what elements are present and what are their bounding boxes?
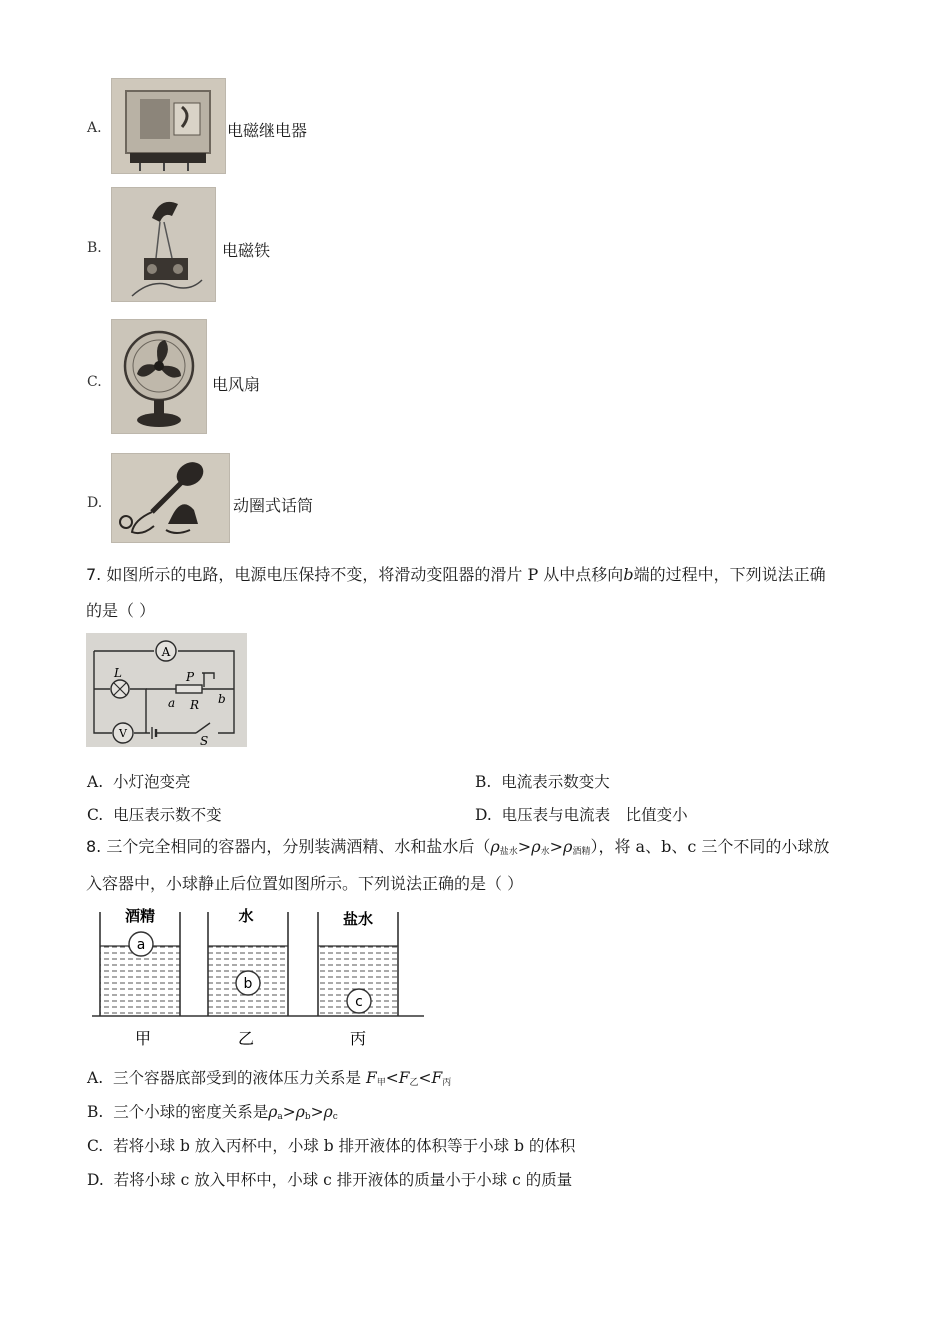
liquid-label-water: 水 [238,907,254,925]
sub-alcohol: 酒精 [572,847,591,857]
container-name: 丙 [349,1029,367,1048]
gt-sign: > [310,1103,324,1121]
choice-text: 电压表与电流表 比值变小 [501,806,688,824]
choice-letter: A. [87,1069,104,1087]
terminal-b-label: b [218,692,226,706]
slider-label: P [186,670,195,684]
option-letter: A. [87,120,102,136]
lt-sign: < [418,1069,432,1087]
fan-photo [111,319,207,434]
ball-a: a [136,937,146,953]
choice-text: 三个小球的密度关系是 [113,1103,269,1121]
containers-diagram [88,902,428,1052]
relay-photo [111,78,226,174]
choice-letter: B. [87,1103,104,1121]
force-symbol: F [365,1069,377,1087]
rheostat-label: R [190,698,200,712]
choice-letter: D. [87,1171,104,1189]
rho-symbol: ρ [490,837,500,856]
lamp-label: L [114,666,122,680]
choice-b [475,770,610,792]
q8-stem [86,829,876,870]
gt-sign: > [517,837,532,856]
container-name: 乙 [237,1029,255,1048]
question-number: 8. [86,837,102,856]
sub-a: a [277,1112,283,1122]
force-symbol: F [398,1069,410,1087]
sub-c: c [332,1112,338,1122]
q8-stem-line2: 入容器中，小球静止后位置如图所示。下列说法正确的是（ ） [86,874,524,893]
microphone-photo [111,453,230,543]
terminal-a-label: a [168,696,176,710]
sub-water: 水 [540,847,550,857]
rho-symbol: ρ [323,1103,333,1121]
liquid-label-saltwater: 盐水 [342,910,374,928]
choice-text: 电流表示数变大 [501,773,610,791]
choice-c [87,803,222,825]
option-label: 电磁继电器 [227,121,308,140]
choice-text: 小灯泡变亮 [112,773,191,791]
q8-stem-a: 三个完全相同的容器内，分别装满酒精、水和盐水后（ [106,837,491,856]
circuit-diagram [86,633,247,747]
choice-letter: D. [475,806,492,824]
force-symbol: F [431,1069,443,1087]
sub-salt: 盐水 [499,847,518,857]
q8-choice-a [87,1066,451,1088]
electromagnet-photo [111,187,216,302]
gt-sign: > [549,837,564,856]
sub-b: b [304,1112,311,1122]
rho-symbol: ρ [295,1103,305,1121]
rho-symbol: ρ [268,1103,278,1121]
ball-b: b [243,976,253,992]
choice-text: 三个容器底部受到的液体压力关系是 [112,1069,361,1087]
rho-symbol: ρ [563,837,573,856]
choice-d [475,803,688,825]
switch-label: S [200,734,209,747]
option-letter: B. [87,240,102,256]
q7-stem [86,557,876,593]
liquid-label-alcohol: 酒精 [124,907,156,925]
voltmeter-label: V [119,727,127,740]
option-label: 电风扇 [212,375,261,394]
container-name: 甲 [134,1029,152,1048]
sub-bing: 丙 [442,1078,452,1088]
q7-stem-var: b [623,565,634,584]
option-letter: D. [87,495,103,511]
choice-text: 若将小球 c 放入甲杯中，小球 c 排开液体的质量小于小球 c 的质量 [113,1171,573,1189]
choice-letter: A. [87,773,104,791]
choice-letter: B. [475,773,492,791]
q7-stem-part1: 如图所示的电路，电源电压保持不变，将滑动变阻器的滑片 P 从中点移向 [106,565,624,584]
choice-a [87,770,191,792]
lt-sign: < [385,1069,399,1087]
q8-choice-d [87,1168,572,1190]
q8-stem-b: ），将 a、b、c 三个不同的小球放 [590,837,830,856]
sub-jia: 甲 [376,1078,386,1088]
question-number: 7. [86,565,102,584]
choice-letter: C. [87,806,104,824]
ammeter-label: A [161,645,171,659]
gt-sign: > [282,1103,296,1121]
sub-yi: 乙 [409,1078,419,1088]
rho-symbol: ρ [531,837,541,856]
ball-c: c [355,994,363,1010]
choice-letter: C. [87,1137,104,1155]
option-label: 动圈式话筒 [233,496,314,515]
option-label: 电磁铁 [222,241,271,260]
q7-stem-line2: 的是（ ） [86,601,156,620]
choice-text: 电压表示数不变 [113,806,222,824]
option-letter: C. [87,374,102,390]
q8-choice-b [87,1100,338,1122]
choice-text: 若将小球 b 放入丙杯中，小球 b 排开液体的体积等于小球 b 的体积 [113,1137,576,1155]
q8-choice-c [87,1134,575,1156]
q7-stem-part2: 端的过程中，下列说法正确 [633,565,826,584]
